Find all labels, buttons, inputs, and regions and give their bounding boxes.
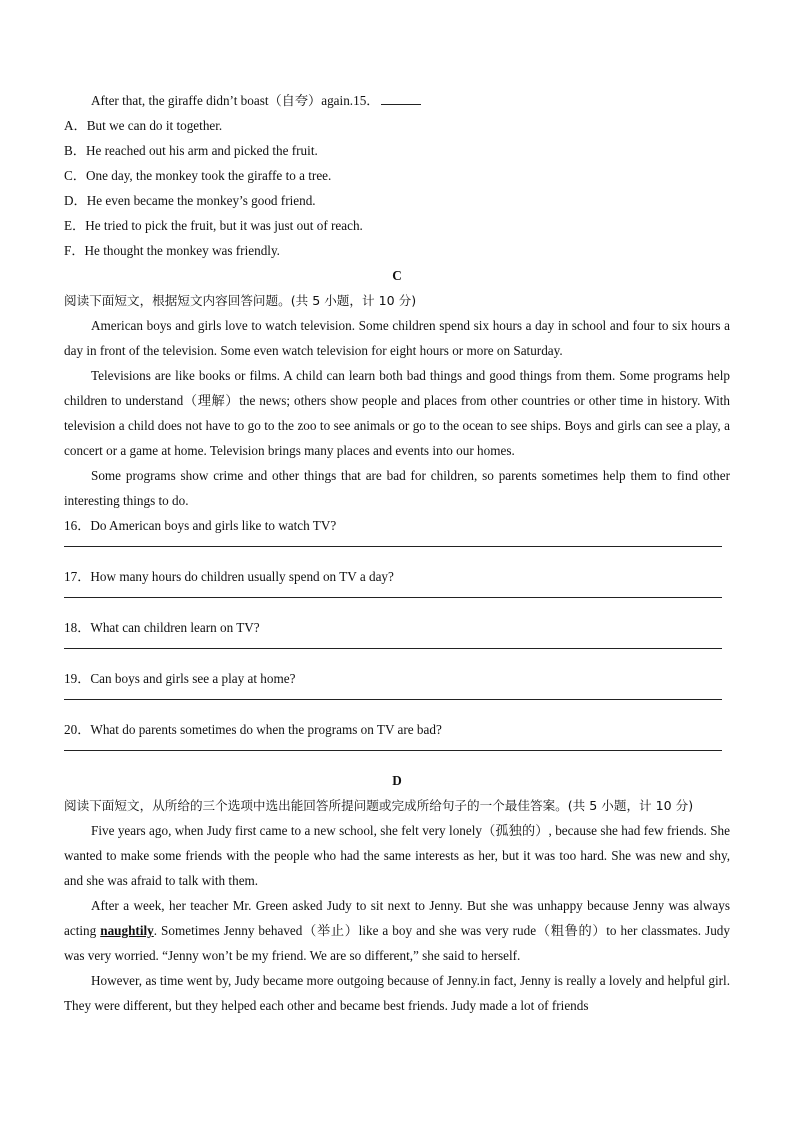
section-b-last-line: [64, 88, 730, 113]
option-e: [64, 213, 730, 238]
option-text: He thought the monkey was friendly.: [84, 243, 280, 258]
section-d-instruction: 阅读下面短文，从所给的三个选项中选出能回答所提问题或完成所给句子的一个最佳答案。(共 5 小题，计 10 分): [64, 798, 694, 813]
option-text: He reached out his arm and picked the fruit.: [85, 143, 318, 158]
highlighted-word: naughtily: [100, 923, 154, 938]
document-page: [64, 88, 730, 1018]
section-d-paragraph-2: [64, 893, 730, 968]
option-label: A．: [64, 118, 87, 133]
section-d-paragraph-3: However, as time went by, Judy became more outgoing because of Jenny.in fact, Jenny is really a lovely and helpful girl. They were different, but they helped each other and became best friends. Judy made a lot of friends: [64, 973, 730, 1013]
question-20: 20．What do parents sometimes do when the programs on TV are bad?: [64, 722, 442, 737]
question-17: 17．How many hours do children usually spend on TV a day?: [64, 569, 394, 584]
option-label: C．: [64, 168, 86, 183]
option-label: B．: [64, 143, 86, 158]
answer-line-20[interactable]: [64, 742, 722, 751]
option-label: F．: [64, 243, 85, 258]
option-text: But we can do it together.: [86, 118, 223, 133]
section-d-paragraph-1: Five years ago, when Judy first came to a new school, she felt very lonely（孤独的）, because she had few friends. She wanted to make some friends with the people who had the same interests as her, but it was too hard. She was new and shy, and she was afraid to talk with them.: [64, 823, 730, 888]
last-line-text: After that, the giraffe didn’t boast（自夸）again.15．: [91, 93, 380, 108]
answer-line-19[interactable]: [64, 691, 722, 700]
option-text: He tried to pick the fruit, but it was just out of reach.: [85, 218, 363, 233]
answer-line-18[interactable]: [64, 640, 722, 649]
question-19: 19．Can boys and girls see a play at home?: [64, 671, 296, 686]
option-f: [64, 238, 730, 263]
answer-line-16[interactable]: [64, 538, 722, 547]
p2-text-before: After a week, her teacher Mr. Green asked Judy to sit next to Jenny. But she was unhappy because Jenny was always acting: [64, 898, 730, 938]
option-c: [64, 163, 730, 188]
p2-text-after: . Sometimes Jenny behaved（举止）like a boy and she was very rude（粗鲁的）to her classmates. Judy was very worried. “Jenny won’t be my friend. We are so different,” she said to herself.: [64, 923, 730, 963]
option-a: [64, 113, 730, 138]
section-d-heading: D: [392, 773, 402, 788]
option-label: E．: [64, 218, 86, 233]
question-18: 18．What can children learn on TV?: [64, 620, 260, 635]
question-16: 16．Do American boys and girls like to watch TV?: [64, 518, 337, 533]
section-c-instruction: 阅读下面短文，根据短文内容回答问题。(共 5 小题，计 10 分): [64, 293, 417, 308]
section-c-paragraph-3: Some programs show crime and other things that are bad for children, so parents sometimes help them to find other interesting things to do.: [64, 468, 730, 508]
section-c-paragraph-1: American boys and girls love to watch television. Some children spend six hours a day in school and four to six hours a day in front of the television. Some even watch television for eight hours or more on Saturday.: [64, 318, 730, 358]
section-c-paragraph-2: Televisions are like books or films. A child can learn both bad things and good things from them. Some programs help children to understand（理解）the news; others show people and places from other countries or other time in history. With television a child does not have to go to the zoo to see animals or go to the ocean to see ships. Boys and girls can see a play, a concert or a game at home. Television brings many places and events into our homes.: [64, 368, 730, 458]
section-c-heading: C: [392, 268, 402, 283]
answer-line-17[interactable]: [64, 589, 722, 598]
option-text: He even became the monkey’s good friend.: [86, 193, 316, 208]
option-d: [64, 188, 730, 213]
option-label: D．: [64, 193, 87, 208]
option-b: [64, 138, 730, 163]
option-text: One day, the monkey took the giraffe to a tree.: [85, 168, 332, 183]
answer-blank-15[interactable]: [381, 92, 421, 105]
